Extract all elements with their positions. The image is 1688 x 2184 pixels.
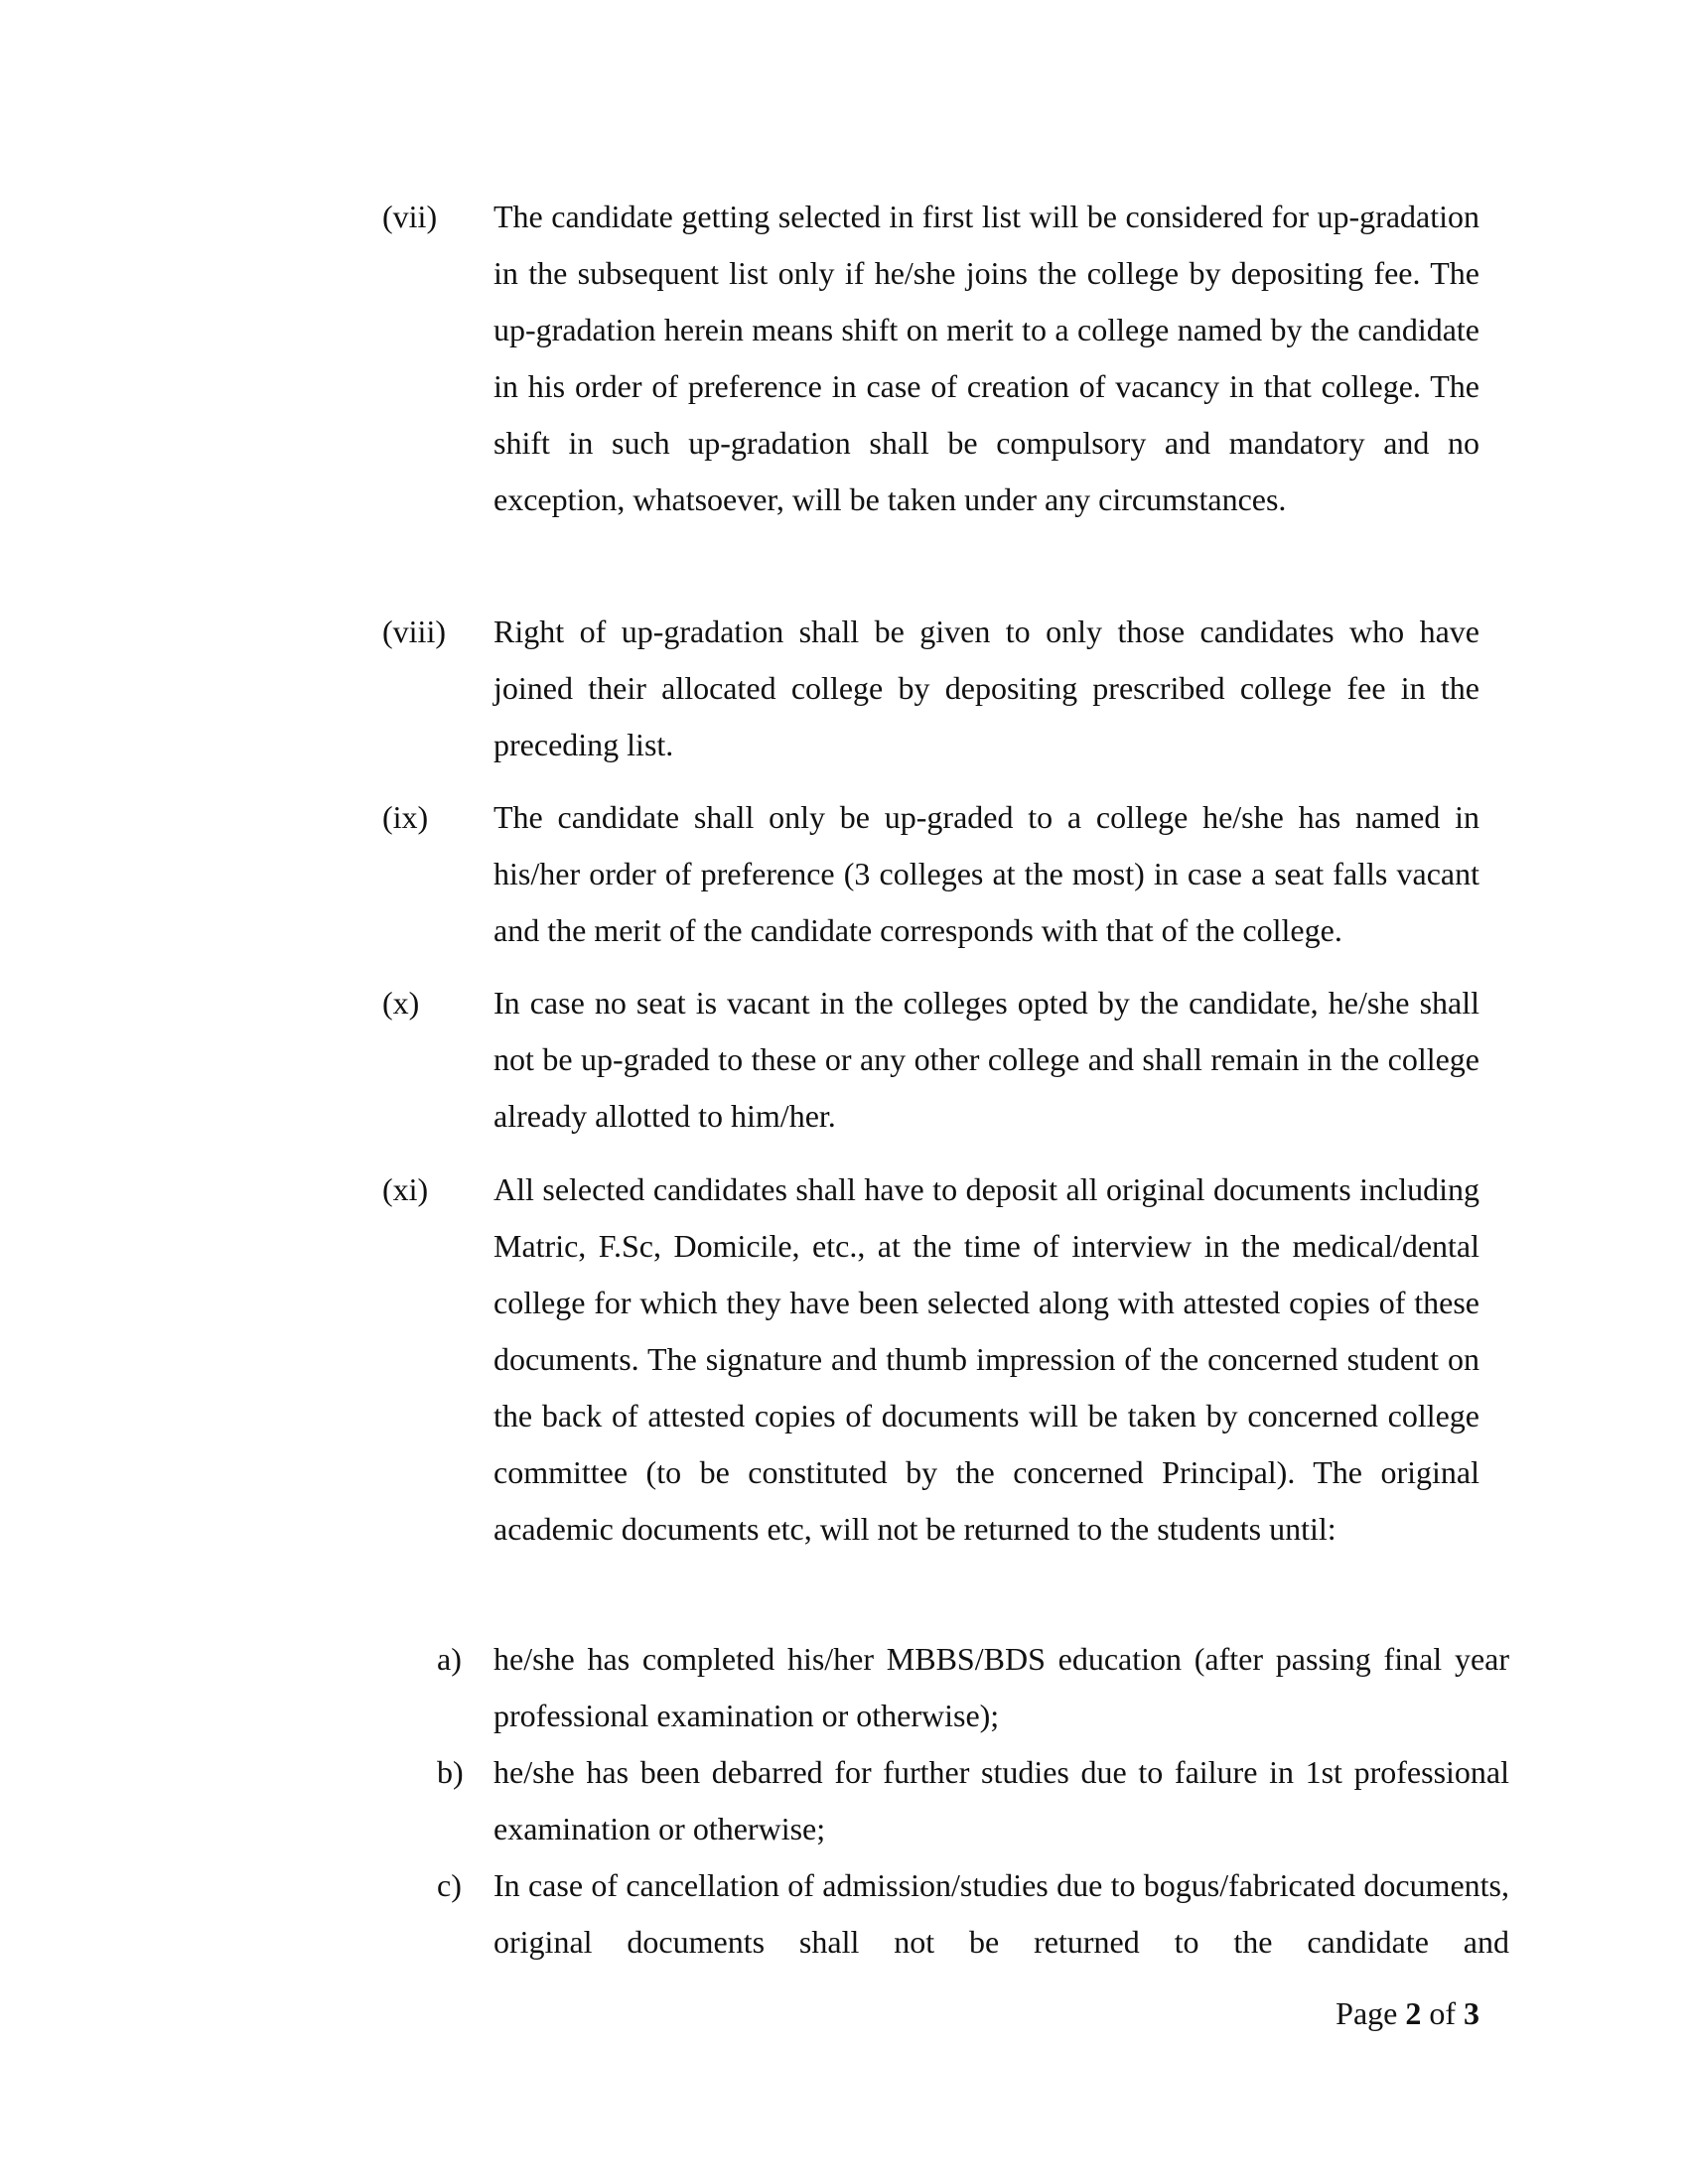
- clause-text: All selected candidates shall have to deposit all original documents including Matric, F.Sc, Domicile, etc., at the time of interview in the medical/dental college for which they have been selected along with attested copies of these documents. The signature and thumb impression of the concerned student on the back of attested copies of documents will be taken by concerned college committee (to be constituted by the concerned Principal). The original academic documents etc, will not be returned to the students until:: [493, 1171, 1479, 1547]
- page-of-label: of: [1429, 1995, 1456, 2031]
- clause-number: (vii): [382, 199, 438, 234]
- sub-item-letter: a): [437, 1641, 462, 1677]
- current-page-number: 2: [1405, 1995, 1422, 2031]
- sub-item-text: he/she has been debarred for further studies due to failure in 1st professional examination or otherwise;: [493, 1754, 1509, 1846]
- clause-ix: [382, 789, 1479, 959]
- clause-text: Right of up-gradation shall be given to only those candidates who have joined their allocated college by depositing prescribed college fee in the preceding list.: [493, 614, 1479, 762]
- clause-viii: [382, 604, 1479, 773]
- sub-item-text: he/she has completed his/her MBBS/BDS education (after passing final year professional examination or otherwise);: [493, 1641, 1509, 1733]
- clause-number: (viii): [382, 614, 446, 649]
- total-page-count: 3: [1464, 1995, 1479, 2031]
- page-label: Page: [1336, 1995, 1398, 2031]
- page-number: [1336, 1985, 1479, 2042]
- clause-vii: [382, 189, 1479, 528]
- clause-number: (ix): [382, 799, 429, 835]
- sub-item-a: [437, 1631, 1509, 1744]
- clause-x: [382, 975, 1479, 1145]
- sub-item-b: [437, 1744, 1509, 1857]
- clause-text: The candidate shall only be up-graded to a college he/she has named in his/her order of preference (3 colleges at the most) in case a seat falls vacant and the merit of the candidate corresponds with that of the college.: [493, 799, 1479, 948]
- clause-text: The candidate getting selected in first list will be considered for up-gradation in the subsequent list only if he/she joins the college by depositing fee. The up-gradation herein means shift on merit to a college named by the candidate in his order of preference in case of creation of vacancy in that college. The shift in such up-gradation shall be compulsory and mandatory and no exception, whatsoever, will be taken under any circumstances.: [493, 199, 1479, 517]
- sub-item-text: In case of cancellation of admission/studies due to bogus/fabricated documents, original documents shall not be returned to the candidate and: [493, 1867, 1509, 1960]
- clause-xi: [382, 1161, 1479, 1558]
- clause-text: In case no seat is vacant in the colleges opted by the candidate, he/she shall not be up-graded to these or any other college and shall remain in the college already allotted to him/her.: [493, 985, 1479, 1134]
- sub-item-c: [437, 1857, 1509, 1971]
- clause-number: (x): [382, 985, 420, 1021]
- sub-item-letter: b): [437, 1754, 464, 1790]
- clause-number: (xi): [382, 1171, 429, 1207]
- sub-item-letter: c): [437, 1867, 462, 1903]
